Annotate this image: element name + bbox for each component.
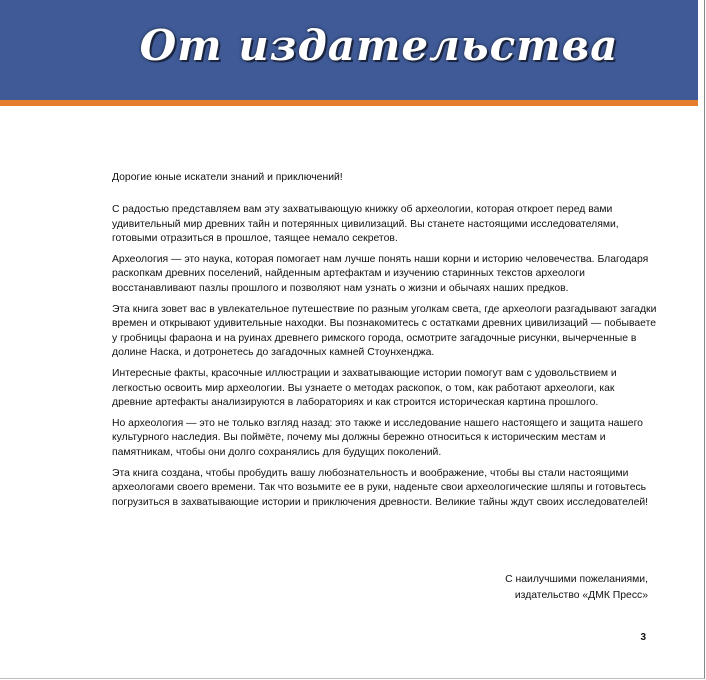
page-number: 3 [640, 632, 646, 643]
signature [505, 572, 648, 604]
signature-line-2: издательство «ДМК Пресс» [514, 590, 648, 601]
paragraph-3: Эта книга зовет вас в увлекательное путешествие по разным уголкам света, где археологи разгадывают загадки времен и открывают удивительные находки. Вы познакомитесь с остатками древних цивилизаций — побываете у гробницы фараона и на руинах древнего римского города, осмотрите загадочные рисунки, вычерченные в долине Наска, и дотронетесь до загадочных камней Стоунхенджа. [112, 304, 657, 358]
body-text [112, 171, 657, 517]
page-title: От издательства [139, 20, 619, 70]
paragraph-2: Археология — это наука, которая помогает нам лучше понять наши корни и историю человечества. Благодаря раскопкам древних поселений, найденным артефактам и изучению старинных текстов археологи восстанавливают пазлы прошлого и позволяют нам узнать о жизни и обычаях наших предков. [112, 254, 649, 294]
signature-line-1: С наилучшими пожеланиями, [505, 574, 648, 585]
greeting: Дорогие юные искатели знаний и приключений! [112, 172, 343, 183]
paragraph-4: Интересные факты, красочные иллюстрации и захватывающие истории помогут вам с удовольствием и легкостью освоить мир археологии. Вы узнаете о методах раскопок, о том, как работают археологи, как древние артефакты анализируются в лабораториях и как строится историческая картина прошлого. [112, 368, 617, 408]
header-banner [0, 0, 698, 106]
paragraph-5: Но археология — это не только взгляд назад: это также и исследование нашего настоящего и защита нашего культурного наследия. Вы поймёте, почему мы должны бережно относиться к историческим местам и памятникам, чтобы они долго сохранялись для будущих поколений. [112, 418, 643, 458]
paragraph-6: Эта книга создана, чтобы пробудить вашу любознательность и воображение, чтобы вы стали настоящими археологами своего времени. Так что возьмите ее в руки, наденьте свои археологические шляпы и готовьтесь погрузиться в захватывающие истории и приключения древности. Великие тайны ждут своих исследователей! [112, 468, 649, 508]
paragraph-1: С радостью представляем вам эту захватывающую книжку об археологии, которая откроет перед вами удивительный мир древних тайн и потерянных цивилизаций. Вы станете настоящими исследователями, готовыми отразиться в прошлое, таящее немало секретов. [112, 204, 619, 244]
